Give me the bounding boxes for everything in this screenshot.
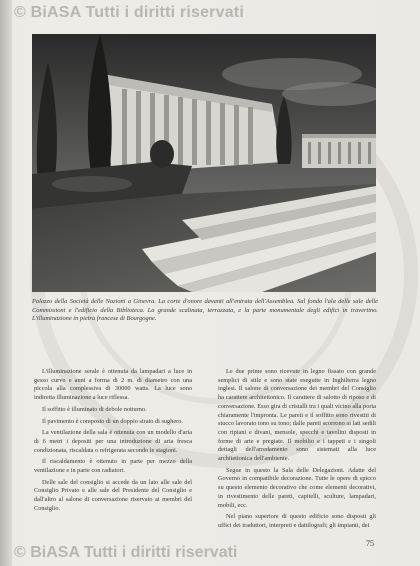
- book-spine-shadow: [0, 0, 12, 566]
- paragraph: Il soffitto è illuminato di debole notturno.: [42, 405, 147, 413]
- paragraph: Segue in questo la Sala delle Delegazioni. Adatte del Governo in compatibile decorazione. Tutte le opere di spicco su questo elemento decorativo che come elementi decorativi, in rivestimento delle pareti, capitelli, sculture, lampadari, mobili, ecc.: [218, 466, 376, 509]
- photo-caption: Palazzo della Società delle Nazioni a Ginevra. La corte d'onore davanti all'entrata dell'Assemblea. Sul fondo l'ala delle sale delle Commissioni e l'edificio della Biblioteca. La grande scalinata, terrazzata, e la parte monumentale degli edifici in travertino. L'illuminazione in pietra francese di Bourgogne.: [32, 298, 378, 323]
- paragraph: Nel piano superiore di questo edificio sono disposti gli uffici dei traduttori, interpreti e dattilografi; gli impianti, dei: [218, 513, 376, 529]
- text-column-right: [218, 368, 376, 534]
- photo-library-wing: [302, 134, 376, 168]
- paragraph: Il pavimento è composto di un doppio strato di sughero.: [42, 417, 183, 425]
- architectural-photograph: [32, 34, 376, 292]
- watermark-top: © BiASA Tutti i diritti riservati: [14, 4, 244, 21]
- paragraph: La ventilazione della sala è ottenuta con un modello d'aria di 6 metri i depositi per una introduzione di aria fresca condizionata, riscaldata o refrigerata secondo le stagioni.: [34, 429, 192, 454]
- page-number: 75: [366, 539, 374, 548]
- paragraph: Delle sale del consiglio si accede da un lato alle sale del Consiglio Privato e alle sale del Presidente del Consiglio e dall'altro al salone di conversazione riservato ai membri del Consiglio.: [34, 478, 192, 512]
- watermark-bottom: © BiASA Tutti i diritti riservati: [14, 544, 238, 561]
- paragraph: Il riscaldamento è ottenuto in parte per mezzo della ventilazione e in parte con radiatori.: [34, 458, 192, 475]
- paragraph: Le due prime sono ricevute in legno fissato con grande semplici di stile e sono state eseguite in Inghilterra legno inglesi. Il salone di conversazione dei membri del Consiglio ha carattere architettonico. Il carattere di salotto di riposo e di conversazione. Esso gira di cristalli tra i quali vicino alla porta chiaramente l'impronta. Le pareti e il soffitto sono rivestiti di stucco lavorato tono su tono; dalle pareti scorrono ai lati sedili con ripiani e divani, mensole, specchi e tavolini disposti in forme di arte e pregiate. Il mobilio e i tappeti e i singoli dettagli dell'arredamento sono sistemati alla luce architettonica dell'ambiente.: [218, 368, 376, 463]
- text-column-left: [34, 368, 192, 517]
- paragraph: L'illuminazione serale è ottenuta da lampadari a luce in gesso curvo e anni a forma di 2 m. di diametro con una piccola alla complessiva di 30000 watts. La luce sono indiretta illuminazione a luce riflessa.: [34, 368, 192, 402]
